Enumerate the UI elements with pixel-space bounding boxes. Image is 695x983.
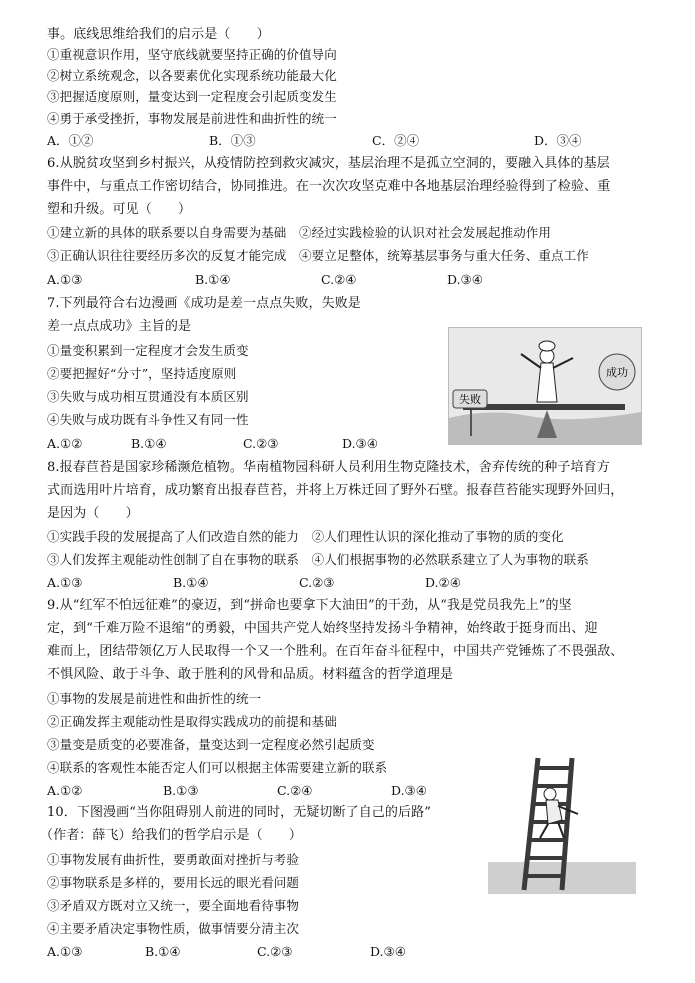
q5-choice-a: A．①② <box>47 133 94 148</box>
q10-ladder-cartoon-image <box>488 754 636 894</box>
q9-option-1: ①事物的发展是前进性和曲折性的统一 <box>47 691 262 706</box>
q7-choice-b: B.①④ <box>131 436 167 451</box>
q9-option-2: ②正确发挥主观能动性是取得实践成功的前提和基础 <box>47 714 337 729</box>
q5-choice-d: D．③④ <box>534 133 582 148</box>
q10-choice-b: B.①④ <box>145 944 181 959</box>
q8-stem-line-1: 8.报春苣苔是国家珍稀濒危植物。华南植物园科研人员利用生物克隆技术，舍弃传统的种子培育方 <box>47 460 610 475</box>
q10-option-4: ④主要矛盾决定事物性质，做事情要分清主次 <box>47 921 300 936</box>
q5-choice-c: C．②④ <box>372 133 420 148</box>
q10-option-1: ①事物发展有曲折性，要勇敢面对挫折与考验 <box>47 852 300 867</box>
q5-option-3: ③把握适度原则，量变达到一定程度会引起质变发生 <box>47 89 337 104</box>
q10-choice-c: C.②③ <box>257 944 293 959</box>
q5-stem: 事。底线思维给我们的启示是（ ） <box>47 27 270 42</box>
q6-stem-line-1: 6.从脱贫攻坚到乡村振兴，从疫情防控到救灾减灾，基层治理不是孤立空洞的，要融入具体的基层 <box>47 156 610 171</box>
q8-stem-line-3: 是因为（ ） <box>47 506 139 521</box>
q10-option-3: ③矛盾双方既对立又统一，要全面地看待事物 <box>47 898 300 913</box>
q7-choice-c: C.②③ <box>243 436 279 451</box>
q10-option-2: ②事物联系是多样的，要用长远的眼光看问题 <box>47 875 300 890</box>
q7-stem-line-2: 差一点点成功》主旨的是 <box>47 319 192 334</box>
q10-choice-a: A.①③ <box>47 944 83 959</box>
q5-choice-b: B．①③ <box>209 133 256 148</box>
q8-choice-a: A.①③ <box>47 575 83 590</box>
q7-option-4: ④失败与成功既有斗争性又有同一性 <box>47 412 249 427</box>
q5-option-4: ④勇于承受挫折，事物发展是前进性和曲折性的统一 <box>47 111 337 126</box>
q6-choice-a: A.①③ <box>47 272 83 287</box>
q10-stem-line-2: （作者：薛飞）给我们的哲学启示是（ ） <box>40 828 303 843</box>
q9-option-3: ③量变是质变的必要准备，量变达到一定程度必然引起质变 <box>47 737 375 752</box>
q9-stem-line-2: 定，到“千难万险不退缩”的勇毅，中国共产党人始终坚持发扬斗争精神，始终敢于挺身而出、迎 <box>47 621 598 636</box>
q7-choice-d: D.③④ <box>342 436 378 451</box>
q9-choice-a: A.①② <box>47 783 83 798</box>
q7-option-3: ③失败与成功相互贯通没有本质区别 <box>47 389 249 404</box>
q10-choice-d: D.③④ <box>370 944 406 959</box>
q6-option-34: ③正确认识往往要经历多次的反复才能完成 ④要立足整体，统筹基层事务与重大任务、重点工作 <box>47 248 589 263</box>
q10-stem-line-1: 10．下图漫画“当你阻碍别人前进的同时，无疑切断了自己的后路” <box>47 805 431 820</box>
q9-option-4: ④联系的客观性本能否定人们可以根据主体需要建立新的联系 <box>47 760 388 775</box>
q6-choice-b: B.①④ <box>195 272 231 287</box>
q7-cartoon-label-success: 成功 <box>606 366 628 379</box>
q6-option-12: ①建立新的具体的联系要以自身需要为基础 ②经过实践检验的认识对社会发展起推动作用 <box>47 225 552 240</box>
q9-stem-line-3: 难而上，团结带领亿万人民取得一个又一个胜利。在百年奋斗征程中，中国共产党锤炼了不畏强敌、 <box>47 644 624 659</box>
q8-option-12: ①实践手段的发展提高了人们改造自然的能力 ②人们理性认识的深化推动了事物的质的变化 <box>47 529 564 544</box>
q8-option-34: ③人们发挥主观能动性创制了自在事物的联系 ④人们根据事物的必然联系建立了人为事物的联系 <box>47 552 589 567</box>
q6-stem-line-3: 塑和升级。可见（ ） <box>47 202 192 217</box>
q5-option-2: ②树立系统观念，以各要素优化实现系统功能最大化 <box>47 68 337 83</box>
q7-option-1: ①量变积累到一定程度才会发生质变 <box>47 343 249 358</box>
q9-stem-line-1: 9.从“红军不怕远征难”的豪迈，到“拼命也要拿下大油田”的干劲，从“我是党员我先上”的坚 <box>47 598 572 613</box>
q6-choice-c: C.②④ <box>321 272 357 287</box>
q8-stem-line-2: 式而选用叶片培育，成功繁育出报春苣苔，并将上万株迁回了野外石壁。报春苣苔能实现野外回归， <box>47 483 624 498</box>
q7-option-2: ②要把握好“分寸”，坚持适度原则 <box>47 366 237 381</box>
q5-option-1: ①重视意识作用，坚守底线就要坚持正确的价值导向 <box>47 47 337 62</box>
q7-cartoon-image <box>448 327 642 445</box>
q8-choice-b: B.①④ <box>173 575 209 590</box>
q6-stem-line-2: 事件中，与重点工作密切结合，协同推进。在一次次攻坚克难中各地基层治理经验得到了检验、重 <box>47 179 611 194</box>
q6-choice-d: D.③④ <box>447 272 483 287</box>
q8-choice-d: D.②④ <box>425 575 461 590</box>
q7-cartoon-label-fail: 失败 <box>459 393 481 406</box>
q8-choice-c: C.②③ <box>299 575 335 590</box>
q9-stem-line-4: 不惧风险、敢于斗争、敢于胜利的风骨和品质。材料蕴含的哲学道理是 <box>47 667 454 682</box>
q9-choice-d: D.③④ <box>391 783 427 798</box>
q7-stem-line-1: 7.下列最符合右边漫画《成功是差一点点失败，失败是 <box>47 296 361 311</box>
q7-choice-a: A.①② <box>47 436 83 451</box>
q9-choice-b: B.①③ <box>163 783 199 798</box>
q9-choice-c: C.②④ <box>277 783 313 798</box>
